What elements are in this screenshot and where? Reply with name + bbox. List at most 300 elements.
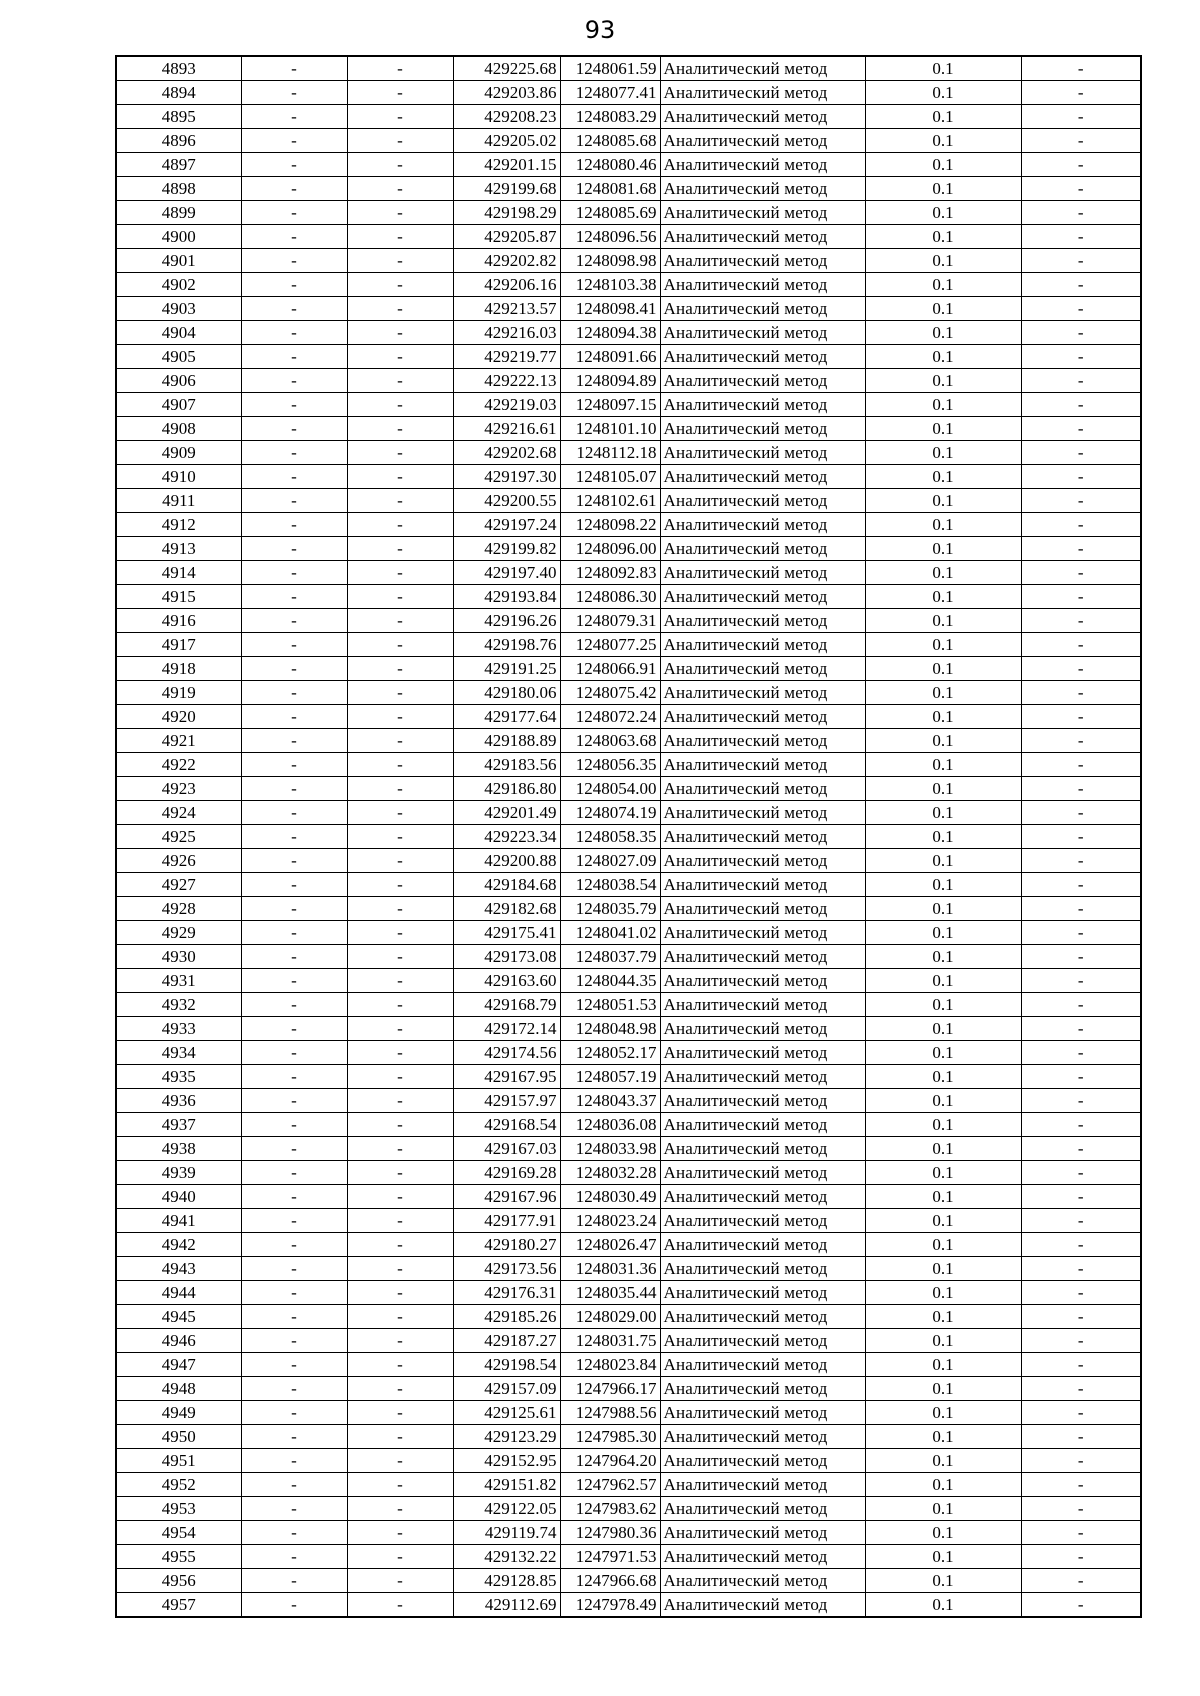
method-cell: Аналитический метод (660, 1041, 865, 1065)
y-coordinate-cell: 1248048.98 (560, 1017, 660, 1041)
x-coordinate-cell: 429185.26 (453, 1305, 560, 1329)
table-row (116, 273, 1141, 297)
y-coordinate-cell: 1248086.30 (560, 585, 660, 609)
method-cell: Аналитический метод (660, 297, 865, 321)
accuracy-cell: 0.1 (865, 849, 1021, 873)
table-row (116, 345, 1141, 369)
x-coordinate-cell: 429206.16 (453, 273, 560, 297)
table-row (116, 1377, 1141, 1401)
y-coordinate-cell: 1248031.36 (560, 1257, 660, 1281)
dash-cell-3: - (1021, 825, 1141, 849)
x-coordinate-cell: 429225.68 (453, 56, 560, 81)
accuracy-cell: 0.1 (865, 81, 1021, 105)
method-cell: Аналитический метод (660, 1089, 865, 1113)
dash-cell-2: - (347, 1593, 453, 1618)
method-cell: Аналитический метод (660, 1521, 865, 1545)
accuracy-cell: 0.1 (865, 585, 1021, 609)
dash-cell-3: - (1021, 1233, 1141, 1257)
y-coordinate-cell: 1248077.25 (560, 633, 660, 657)
y-coordinate-cell: 1248026.47 (560, 1233, 660, 1257)
table-row (116, 1161, 1141, 1185)
method-cell: Аналитический метод (660, 1257, 865, 1281)
dash-cell-2: - (347, 225, 453, 249)
dash-cell-1: - (241, 1137, 347, 1161)
method-cell: Аналитический метод (660, 633, 865, 657)
y-coordinate-cell: 1248063.68 (560, 729, 660, 753)
point-number-cell: 4918 (116, 657, 241, 681)
accuracy-cell: 0.1 (865, 1041, 1021, 1065)
dash-cell-1: - (241, 56, 347, 81)
dash-cell-1: - (241, 633, 347, 657)
dash-cell-2: - (347, 1017, 453, 1041)
accuracy-cell: 0.1 (865, 273, 1021, 297)
x-coordinate-cell: 429128.85 (453, 1569, 560, 1593)
x-coordinate-cell: 429174.56 (453, 1041, 560, 1065)
y-coordinate-cell: 1247988.56 (560, 1401, 660, 1425)
dash-cell-2: - (347, 1089, 453, 1113)
method-cell: Аналитический метод (660, 105, 865, 129)
table-row (116, 297, 1141, 321)
table-row (116, 1545, 1141, 1569)
method-cell: Аналитический метод (660, 825, 865, 849)
y-coordinate-cell: 1248041.02 (560, 921, 660, 945)
dash-cell-3: - (1021, 753, 1141, 777)
dash-cell-3: - (1021, 465, 1141, 489)
table-row (116, 1209, 1141, 1233)
x-coordinate-cell: 429201.49 (453, 801, 560, 825)
x-coordinate-cell: 429201.15 (453, 153, 560, 177)
accuracy-cell: 0.1 (865, 321, 1021, 345)
x-coordinate-cell: 429182.68 (453, 897, 560, 921)
dash-cell-2: - (347, 321, 453, 345)
dash-cell-3: - (1021, 537, 1141, 561)
table-row (116, 1569, 1141, 1593)
dash-cell-2: - (347, 369, 453, 393)
method-cell: Аналитический метод (660, 1017, 865, 1041)
x-coordinate-cell: 429198.29 (453, 201, 560, 225)
accuracy-cell: 0.1 (865, 1569, 1021, 1593)
dash-cell-3: - (1021, 345, 1141, 369)
table-row (116, 129, 1141, 153)
point-number-cell: 4911 (116, 489, 241, 513)
table-row (116, 753, 1141, 777)
method-cell: Аналитический метод (660, 1377, 865, 1401)
point-number-cell: 4948 (116, 1377, 241, 1401)
dash-cell-2: - (347, 753, 453, 777)
dash-cell-1: - (241, 609, 347, 633)
y-coordinate-cell: 1248098.98 (560, 249, 660, 273)
table-row (116, 1425, 1141, 1449)
dash-cell-1: - (241, 393, 347, 417)
dash-cell-2: - (347, 897, 453, 921)
y-coordinate-cell: 1247966.17 (560, 1377, 660, 1401)
dash-cell-3: - (1021, 1353, 1141, 1377)
method-cell: Аналитический метод (660, 729, 865, 753)
accuracy-cell: 0.1 (865, 177, 1021, 201)
method-cell: Аналитический метод (660, 393, 865, 417)
dash-cell-2: - (347, 1113, 453, 1137)
dash-cell-1: - (241, 1041, 347, 1065)
accuracy-cell: 0.1 (865, 729, 1021, 753)
accuracy-cell: 0.1 (865, 657, 1021, 681)
point-number-cell: 4915 (116, 585, 241, 609)
x-coordinate-cell: 429173.08 (453, 945, 560, 969)
point-number-cell: 4895 (116, 105, 241, 129)
y-coordinate-cell: 1247985.30 (560, 1425, 660, 1449)
x-coordinate-cell: 429168.54 (453, 1113, 560, 1137)
dash-cell-2: - (347, 657, 453, 681)
point-number-cell: 4912 (116, 513, 241, 537)
x-coordinate-cell: 429196.26 (453, 609, 560, 633)
accuracy-cell: 0.1 (865, 825, 1021, 849)
accuracy-cell: 0.1 (865, 681, 1021, 705)
table-row (116, 1113, 1141, 1137)
accuracy-cell: 0.1 (865, 1425, 1021, 1449)
dash-cell-1: - (241, 1257, 347, 1281)
dash-cell-3: - (1021, 105, 1141, 129)
y-coordinate-cell: 1248023.24 (560, 1209, 660, 1233)
x-coordinate-cell: 429213.57 (453, 297, 560, 321)
accuracy-cell: 0.1 (865, 513, 1021, 537)
accuracy-cell: 0.1 (865, 1113, 1021, 1137)
x-coordinate-cell: 429183.56 (453, 753, 560, 777)
x-coordinate-cell: 429191.25 (453, 657, 560, 681)
accuracy-cell: 0.1 (865, 705, 1021, 729)
point-number-cell: 4949 (116, 1401, 241, 1425)
dash-cell-1: - (241, 153, 347, 177)
dash-cell-2: - (347, 1281, 453, 1305)
dash-cell-2: - (347, 633, 453, 657)
dash-cell-3: - (1021, 369, 1141, 393)
accuracy-cell: 0.1 (865, 1545, 1021, 1569)
x-coordinate-cell: 429175.41 (453, 921, 560, 945)
accuracy-cell: 0.1 (865, 873, 1021, 897)
y-coordinate-cell: 1248080.46 (560, 153, 660, 177)
table-row (116, 585, 1141, 609)
table-row (116, 369, 1141, 393)
dash-cell-3: - (1021, 1401, 1141, 1425)
x-coordinate-cell: 429198.76 (453, 633, 560, 657)
dash-cell-1: - (241, 1185, 347, 1209)
dash-cell-1: - (241, 801, 347, 825)
dash-cell-3: - (1021, 945, 1141, 969)
point-number-cell: 4920 (116, 705, 241, 729)
point-number-cell: 4944 (116, 1281, 241, 1305)
table-row (116, 465, 1141, 489)
method-cell: Аналитический метод (660, 801, 865, 825)
dash-cell-2: - (347, 825, 453, 849)
point-number-cell: 4919 (116, 681, 241, 705)
dash-cell-1: - (241, 897, 347, 921)
accuracy-cell: 0.1 (865, 129, 1021, 153)
table-row (116, 921, 1141, 945)
dash-cell-3: - (1021, 1209, 1141, 1233)
x-coordinate-cell: 429167.96 (453, 1185, 560, 1209)
dash-cell-3: - (1021, 1569, 1141, 1593)
dash-cell-3: - (1021, 273, 1141, 297)
table-row (116, 81, 1141, 105)
dash-cell-1: - (241, 1569, 347, 1593)
page-number: 93 (584, 16, 616, 44)
point-number-cell: 4897 (116, 153, 241, 177)
x-coordinate-cell: 429180.27 (453, 1233, 560, 1257)
x-coordinate-cell: 429167.03 (453, 1137, 560, 1161)
table-row (116, 1089, 1141, 1113)
point-number-cell: 4930 (116, 945, 241, 969)
dash-cell-1: - (241, 921, 347, 945)
dash-cell-1: - (241, 1593, 347, 1618)
dash-cell-1: - (241, 1281, 347, 1305)
dash-cell-3: - (1021, 657, 1141, 681)
dash-cell-2: - (347, 729, 453, 753)
table-row (116, 249, 1141, 273)
y-coordinate-cell: 1248052.17 (560, 1041, 660, 1065)
x-coordinate-cell: 429119.74 (453, 1521, 560, 1545)
point-number-cell: 4945 (116, 1305, 241, 1329)
x-coordinate-cell: 429200.88 (453, 849, 560, 873)
method-cell: Аналитический метод (660, 129, 865, 153)
method-cell: Аналитический метод (660, 56, 865, 81)
method-cell: Аналитический метод (660, 945, 865, 969)
table-row (116, 56, 1141, 81)
dash-cell-1: - (241, 441, 347, 465)
point-number-cell: 4943 (116, 1257, 241, 1281)
method-cell: Аналитический метод (660, 705, 865, 729)
method-cell: Аналитический метод (660, 849, 865, 873)
point-number-cell: 4938 (116, 1137, 241, 1161)
dash-cell-2: - (347, 1401, 453, 1425)
x-coordinate-cell: 429177.64 (453, 705, 560, 729)
dash-cell-2: - (347, 273, 453, 297)
dash-cell-2: - (347, 1569, 453, 1593)
point-number-cell: 4952 (116, 1473, 241, 1497)
y-coordinate-cell: 1248030.49 (560, 1185, 660, 1209)
accuracy-cell: 0.1 (865, 1329, 1021, 1353)
y-coordinate-cell: 1248091.66 (560, 345, 660, 369)
dash-cell-1: - (241, 1353, 347, 1377)
dash-cell-2: - (347, 1497, 453, 1521)
point-number-cell: 4907 (116, 393, 241, 417)
dash-cell-3: - (1021, 1065, 1141, 1089)
dash-cell-1: - (241, 489, 347, 513)
y-coordinate-cell: 1248043.37 (560, 1089, 660, 1113)
accuracy-cell: 0.1 (865, 1473, 1021, 1497)
dash-cell-3: - (1021, 1521, 1141, 1545)
y-coordinate-cell: 1248098.41 (560, 297, 660, 321)
table-row (116, 1185, 1141, 1209)
dash-cell-2: - (347, 1041, 453, 1065)
accuracy-cell: 0.1 (865, 1449, 1021, 1473)
accuracy-cell: 0.1 (865, 1161, 1021, 1185)
dash-cell-1: - (241, 1497, 347, 1521)
dash-cell-2: - (347, 1257, 453, 1281)
dash-cell-3: - (1021, 1497, 1141, 1521)
dash-cell-3: - (1021, 153, 1141, 177)
x-coordinate-cell: 429223.34 (453, 825, 560, 849)
dash-cell-2: - (347, 417, 453, 441)
method-cell: Аналитический метод (660, 753, 865, 777)
method-cell: Аналитический метод (660, 465, 865, 489)
dash-cell-3: - (1021, 1425, 1141, 1449)
point-number-cell: 4934 (116, 1041, 241, 1065)
y-coordinate-cell: 1247964.20 (560, 1449, 660, 1473)
method-cell: Аналитический метод (660, 1137, 865, 1161)
method-cell: Аналитический метод (660, 1113, 865, 1137)
table-row (116, 1257, 1141, 1281)
dash-cell-2: - (347, 1353, 453, 1377)
dash-cell-3: - (1021, 1593, 1141, 1618)
method-cell: Аналитический метод (660, 249, 865, 273)
point-number-cell: 4896 (116, 129, 241, 153)
accuracy-cell: 0.1 (865, 1233, 1021, 1257)
table-row (116, 1233, 1141, 1257)
dash-cell-3: - (1021, 993, 1141, 1017)
accuracy-cell: 0.1 (865, 201, 1021, 225)
point-number-cell: 4922 (116, 753, 241, 777)
dash-cell-1: - (241, 129, 347, 153)
dash-cell-2: - (347, 681, 453, 705)
dash-cell-1: - (241, 1209, 347, 1233)
y-coordinate-cell: 1248092.83 (560, 561, 660, 585)
accuracy-cell: 0.1 (865, 1281, 1021, 1305)
table-row (116, 993, 1141, 1017)
point-number-cell: 4940 (116, 1185, 241, 1209)
table-row (116, 513, 1141, 537)
y-coordinate-cell: 1248096.00 (560, 537, 660, 561)
point-number-cell: 4927 (116, 873, 241, 897)
accuracy-cell: 0.1 (865, 969, 1021, 993)
accuracy-cell: 0.1 (865, 369, 1021, 393)
table-row (116, 945, 1141, 969)
dash-cell-1: - (241, 1449, 347, 1473)
method-cell: Аналитический метод (660, 417, 865, 441)
dash-cell-2: - (347, 705, 453, 729)
table-row (116, 417, 1141, 441)
y-coordinate-cell: 1248072.24 (560, 705, 660, 729)
method-cell: Аналитический метод (660, 993, 865, 1017)
dash-cell-2: - (347, 993, 453, 1017)
dash-cell-1: - (241, 105, 347, 129)
method-cell: Аналитический метод (660, 1425, 865, 1449)
x-coordinate-cell: 429199.68 (453, 177, 560, 201)
y-coordinate-cell: 1248057.19 (560, 1065, 660, 1089)
accuracy-cell: 0.1 (865, 1257, 1021, 1281)
y-coordinate-cell: 1248066.91 (560, 657, 660, 681)
table-row (116, 849, 1141, 873)
table-row (116, 705, 1141, 729)
y-coordinate-cell: 1248027.09 (560, 849, 660, 873)
dash-cell-3: - (1021, 897, 1141, 921)
dash-cell-3: - (1021, 1377, 1141, 1401)
y-coordinate-cell: 1248061.59 (560, 56, 660, 81)
dash-cell-3: - (1021, 1113, 1141, 1137)
accuracy-cell: 0.1 (865, 393, 1021, 417)
method-cell: Аналитический метод (660, 1545, 865, 1569)
table-body (116, 56, 1141, 1617)
x-coordinate-cell: 429180.06 (453, 681, 560, 705)
x-coordinate-cell: 429167.95 (453, 1065, 560, 1089)
accuracy-cell: 0.1 (865, 56, 1021, 81)
method-cell: Аналитический метод (660, 441, 865, 465)
dash-cell-3: - (1021, 297, 1141, 321)
x-coordinate-cell: 429193.84 (453, 585, 560, 609)
dash-cell-3: - (1021, 201, 1141, 225)
table-row (116, 537, 1141, 561)
point-number-cell: 4955 (116, 1545, 241, 1569)
y-coordinate-cell: 1248077.41 (560, 81, 660, 105)
method-cell: Аналитический метод (660, 777, 865, 801)
table-row (116, 969, 1141, 993)
dash-cell-2: - (347, 105, 453, 129)
dash-cell-1: - (241, 1233, 347, 1257)
method-cell: Аналитический метод (660, 1305, 865, 1329)
dash-cell-2: - (347, 249, 453, 273)
dash-cell-2: - (347, 129, 453, 153)
table-row (116, 1281, 1141, 1305)
dash-cell-2: - (347, 81, 453, 105)
x-coordinate-cell: 429197.30 (453, 465, 560, 489)
dash-cell-2: - (347, 849, 453, 873)
dash-cell-1: - (241, 81, 347, 105)
method-cell: Аналитический метод (660, 1353, 865, 1377)
x-coordinate-cell: 429157.97 (453, 1089, 560, 1113)
x-coordinate-cell: 429197.24 (453, 513, 560, 537)
dash-cell-1: - (241, 201, 347, 225)
dash-cell-2: - (347, 1305, 453, 1329)
x-coordinate-cell: 429132.22 (453, 1545, 560, 1569)
method-cell: Аналитический метод (660, 81, 865, 105)
dash-cell-1: - (241, 1065, 347, 1089)
point-number-cell: 4914 (116, 561, 241, 585)
dash-cell-2: - (347, 585, 453, 609)
dash-cell-2: - (347, 465, 453, 489)
dash-cell-2: - (347, 1161, 453, 1185)
dash-cell-3: - (1021, 585, 1141, 609)
point-number-cell: 4917 (116, 633, 241, 657)
table-row (116, 393, 1141, 417)
dash-cell-3: - (1021, 1137, 1141, 1161)
dash-cell-2: - (347, 201, 453, 225)
method-cell: Аналитический метод (660, 873, 865, 897)
point-number-cell: 4909 (116, 441, 241, 465)
x-coordinate-cell: 429173.56 (453, 1257, 560, 1281)
method-cell: Аналитический метод (660, 1209, 865, 1233)
method-cell: Аналитический метод (660, 609, 865, 633)
dash-cell-3: - (1021, 1089, 1141, 1113)
table-row (116, 1473, 1141, 1497)
point-number-cell: 4941 (116, 1209, 241, 1233)
table-row (116, 897, 1141, 921)
y-coordinate-cell: 1247971.53 (560, 1545, 660, 1569)
point-number-cell: 4933 (116, 1017, 241, 1041)
x-coordinate-cell: 429198.54 (453, 1353, 560, 1377)
method-cell: Аналитический метод (660, 177, 865, 201)
dash-cell-2: - (347, 609, 453, 633)
accuracy-cell: 0.1 (865, 1593, 1021, 1618)
table-row (116, 1593, 1141, 1618)
x-coordinate-cell: 429187.27 (453, 1329, 560, 1353)
point-number-cell: 4893 (116, 56, 241, 81)
accuracy-cell: 0.1 (865, 945, 1021, 969)
dash-cell-3: - (1021, 1161, 1141, 1185)
method-cell: Аналитический метод (660, 681, 865, 705)
point-number-cell: 4942 (116, 1233, 241, 1257)
x-coordinate-cell: 429122.05 (453, 1497, 560, 1521)
dash-cell-3: - (1021, 225, 1141, 249)
accuracy-cell: 0.1 (865, 105, 1021, 129)
dash-cell-1: - (241, 1113, 347, 1137)
accuracy-cell: 0.1 (865, 777, 1021, 801)
